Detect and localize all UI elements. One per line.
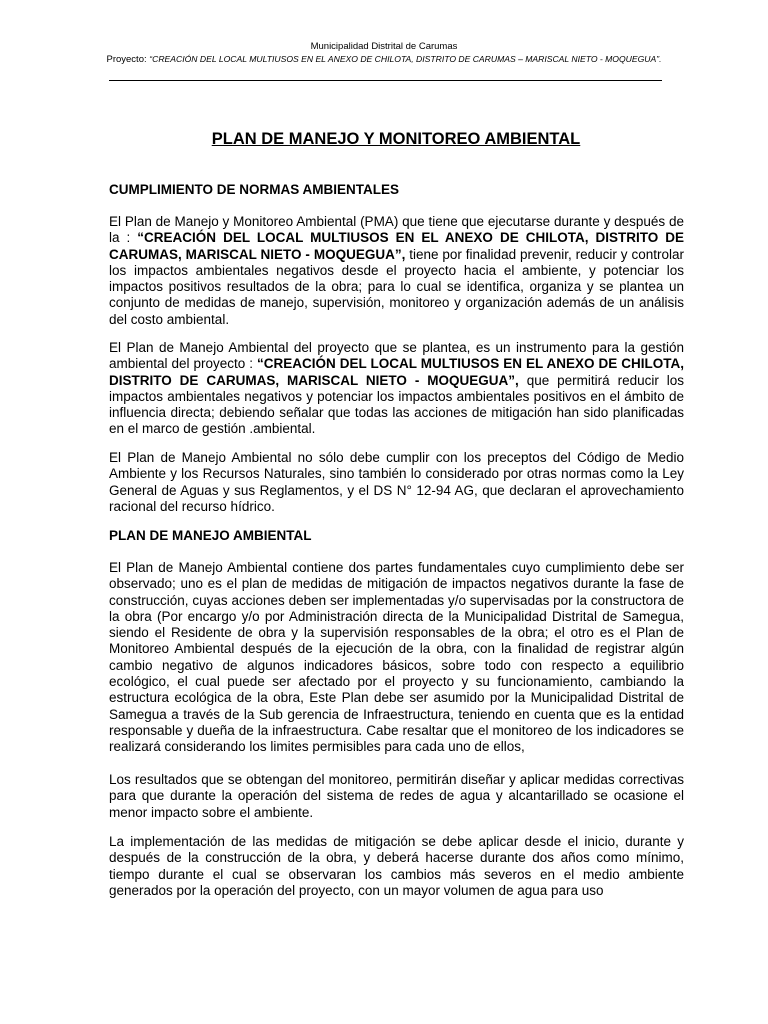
paragraph-pma-instrument: [109, 340, 684, 438]
paragraph-pma-intro: [109, 214, 684, 328]
header-project-label: Proyecto:: [106, 54, 147, 65]
paragraph-text: tiene por finalidad prevenir, reducir y controlar los impactos ambientales negativos desde el proyecto hacia el ambiente, y potenciar los impactos positivos resultados de la obra; para lo cual se identifica, organiza y se plantea un conjunto de medidas de manejo, supervisión, monitoreo y organización además de un análisis del costo ambiental.: [109, 246, 684, 327]
paragraph-mitigation-implementation: La implementación de las medidas de mitigación se debe aplicar desde el inicio, durante y después de la construcción de la obra, y deberá hacerse durante dos años como mínimo, tiempo durante el cual se observaran los cambios más severos en el medio ambiente generados por la operación del proyecto, con un mayor volumen de agua para uso: [109, 834, 684, 898]
header-project-name: “CREACIÓN DEL LOCAL MULTIUSOS EN EL ANEXO DE CHILOTA, DISTRITO DE CARUMAS – MARISCAL NIETO - MOQUEGUA”.: [149, 54, 662, 64]
section-heading-normas: CUMPLIMIENTO DE NORMAS AMBIENTALES: [109, 182, 399, 197]
paragraph-plan-parts: El Plan de Manejo Ambiental contiene dos partes fundamentales cuyo cumplimiento debe ser observado; uno es el plan de medidas de mitigación de impactos negativos durante la fase de construcción, cuyas acciones deben ser implementadas y/o supervisadas por la constructora de la obra (Por encargo y/o por Administración directa de la Municipalidad Distrital de Samegua, siendo el Residente de obra y la supervisión responsables de la obra; el otro es el Plan de Monitoreo Ambiental después de la ejecución de la obra, con la finalidad de registrar algún cambio negativo de algunos indicadores básicos, sobre todo con respecto a equilibrio ecológico, el cual puede ser afectado por el proyecto y su funcionamiento, cambiando la estructura ecológica de la obra, Este Plan debe ser asumido por la Municipalidad Distrital de Samegua a través de la Sub gerencia de Infraestructura, teniendo en cuenta que es la entidad responsable y dueña de la infraestructura. Cabe resaltar que el monitoreo de los indicadores se realizará considerando los limites permisibles para cada uno de ellos,: [109, 560, 684, 755]
header-project-line: [0, 54, 768, 65]
header-divider: [109, 80, 662, 81]
paragraph-text: que permitirá reducir los impactos ambientales negativos y potenciar los impactos ambientales positivos en el ámbito de influencia directa; debiendo señalar que todas las acciones de mitigación han sido planificadas en el marco de gestión .ambiental.: [109, 372, 685, 437]
header-municipality: Municipalidad Distrital de Carumas: [310, 41, 458, 52]
paragraph-text: El Plan de Manejo y Monitoreo Ambiental (PMA) que tiene que ejecutarse durante y después de la :: [109, 214, 684, 246]
paragraph-text: El Plan de Manejo Ambiental del proyecto que se plantea, es un instrumento para la gestión ambiental del proyecto :: [109, 340, 684, 372]
paragraph-monitoring-results: Los resultados que se obtengan del monitoreo, permitirán diseñar y aplicar medidas correctivas para que durante la operación del sistema de redes de agua y alcantarillado se ocasione el menor impacto sobre el ambiente.: [109, 772, 684, 820]
document-title: PLAN DE MANEJO Y MONITOREO AMBIENTAL: [211, 130, 581, 148]
project-name-bold: “CREACIÓN DEL LOCAL MULTIUSOS EN EL ANEXO DE CHILOTA, DISTRITO DE CARUMAS, MARISCAL NIETO - MOQUEGUA”,: [109, 356, 684, 388]
project-name-bold: “CREACIÓN DEL LOCAL MULTIUSOS EN EL ANEXO DE CHILOTA, DISTRITO DE CARUMAS, MARISCAL NIETO - MOQUEGUA”,: [109, 230, 684, 262]
section-heading-plan-manejo: PLAN DE MANEJO AMBIENTAL: [109, 528, 312, 543]
paragraph-pma-norms: El Plan de Manejo Ambiental no sólo debe cumplir con los preceptos del Código de Medio Ambiente y los Recursos Naturales, sino también lo considerado por otras normas como la Ley General de Aguas y sus Reglamentos, y el DS N° 12-94 AG, que declaran el aprovechamiento racional del recurso hídrico.: [109, 450, 684, 514]
